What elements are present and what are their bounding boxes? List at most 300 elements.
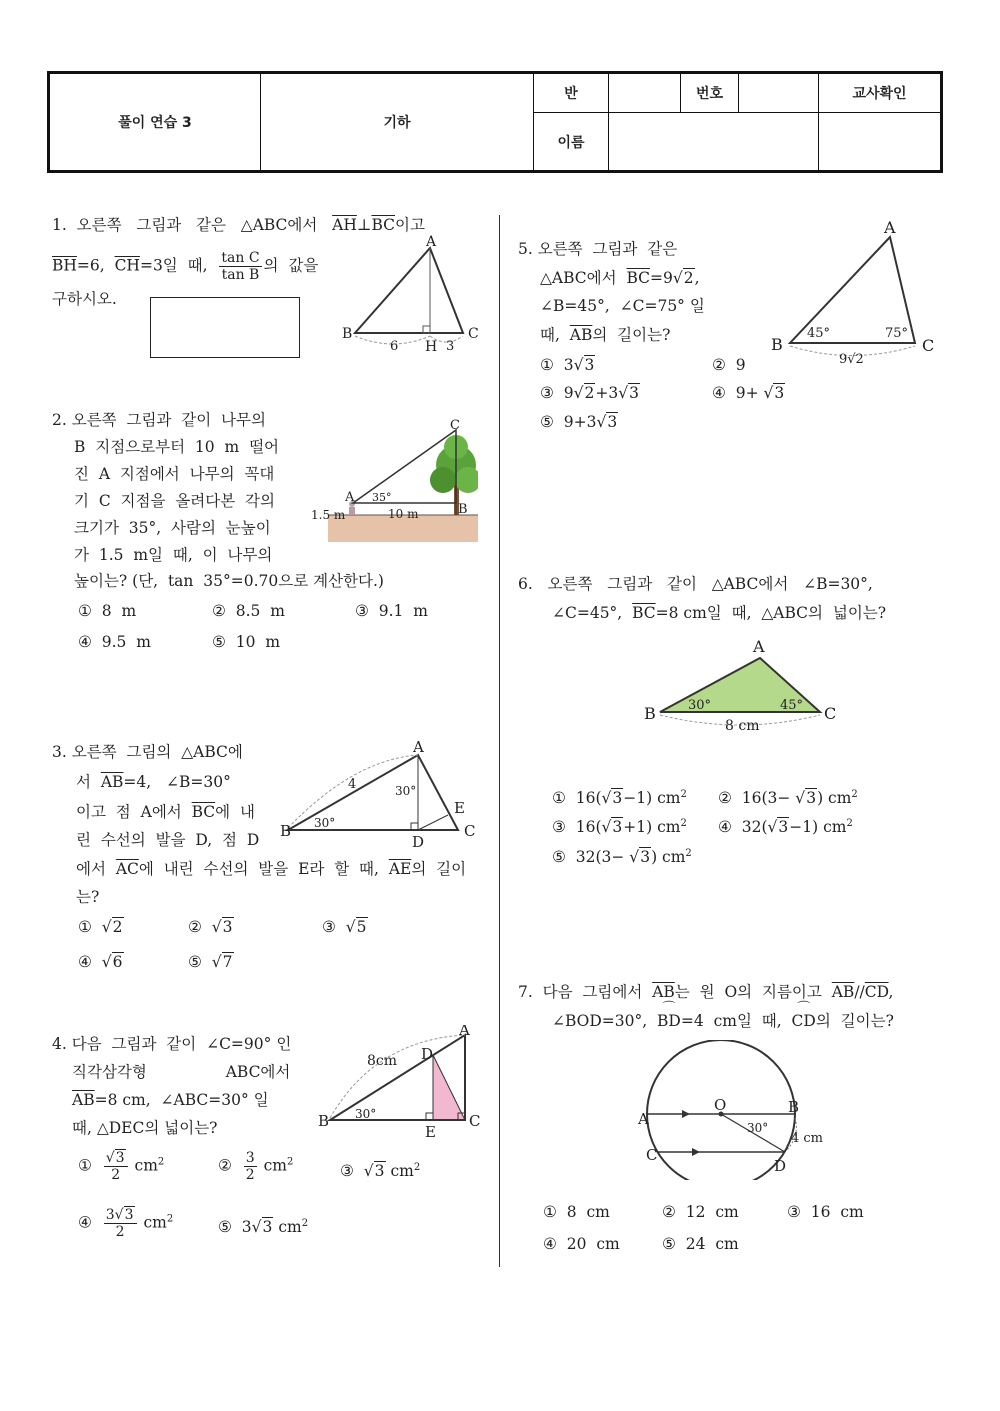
text-run: =6, xyxy=(76,256,115,275)
text-run: cm xyxy=(129,1156,158,1175)
triangle-diagram xyxy=(278,740,483,855)
text-run: =9 xyxy=(650,269,673,287)
text-run: cm xyxy=(138,1213,167,1232)
text-run: ② 12 cm xyxy=(662,1203,739,1221)
text-run: ② 9 xyxy=(712,356,746,374)
worksheet-title: 풀이 연습 3 xyxy=(49,73,261,172)
radicand: 3 xyxy=(640,848,651,867)
text-run: 2 xyxy=(111,1167,121,1183)
choice-1[interactable] xyxy=(78,1150,164,1183)
name-field[interactable] xyxy=(609,113,819,172)
radicand: 3 xyxy=(222,918,233,936)
answer-box[interactable] xyxy=(150,297,300,358)
label-distance: 10 m xyxy=(388,507,419,521)
radical-sign: √ xyxy=(795,789,806,808)
radicand: 2 xyxy=(584,384,595,402)
label-c: C xyxy=(469,1112,481,1130)
radicand: 3 xyxy=(806,789,817,808)
radical-sign: √ xyxy=(211,953,222,971)
choice-3[interactable] xyxy=(355,601,428,621)
radical-sign: √ xyxy=(767,818,778,837)
text-run: ② 16(3− xyxy=(718,789,796,808)
segment-label: $\overline{AB}$ xyxy=(569,326,593,344)
segment-label: $\overline{CD}$ xyxy=(864,983,889,1001)
label-b: B xyxy=(771,335,783,354)
radical-sign: √ xyxy=(114,1207,124,1223)
square-root xyxy=(673,268,695,288)
text-run: 7. 다음 그림에서 xyxy=(518,983,653,1001)
question-text-line xyxy=(540,325,670,345)
square-root xyxy=(596,412,618,432)
text-run: 2 xyxy=(245,1167,255,1183)
square-root xyxy=(602,817,624,837)
segment-label: $\overline{AB}$ xyxy=(652,983,675,1001)
text-run: 기 C 지점을 올려다본 각의 xyxy=(74,492,276,510)
question-text-line xyxy=(74,491,275,511)
square-root xyxy=(795,788,817,808)
text-run: 이고 xyxy=(395,216,425,234)
question-text-line xyxy=(76,859,466,879)
text-run: cm xyxy=(258,1156,287,1175)
text-run: 3 xyxy=(245,1150,255,1166)
segment-label: $\overline{AB}$ xyxy=(72,1091,95,1109)
label-c: C xyxy=(468,326,479,342)
text-run: ⊥ xyxy=(356,216,372,234)
label-a: A xyxy=(753,637,765,656)
label-bh: 6 xyxy=(390,339,399,354)
text-run: ) cm xyxy=(817,789,852,808)
text-run: △ABC에서 xyxy=(540,269,627,287)
label-angle-a: 30° xyxy=(395,784,417,798)
radicand: 3 xyxy=(607,413,618,431)
label-bc: 9√2 xyxy=(839,352,864,365)
label-h: H xyxy=(425,339,438,355)
choice-2[interactable] xyxy=(718,785,858,808)
label-angle-c: 45° xyxy=(780,698,804,713)
question-text-line xyxy=(52,1034,291,1054)
choice-3[interactable] xyxy=(340,1158,420,1181)
triangle-diagram xyxy=(338,230,488,355)
label-b: B xyxy=(318,1112,330,1130)
choice-3[interactable] xyxy=(322,917,368,937)
segment-label: $\overline{AH}$ xyxy=(332,216,357,234)
choice-5[interactable] xyxy=(552,844,692,867)
superscript: 2 xyxy=(301,1218,309,1229)
choice-5[interactable] xyxy=(540,412,618,432)
text-run: −1) cm xyxy=(623,789,681,808)
class-field[interactable] xyxy=(609,73,681,113)
text-run: ④ xyxy=(78,953,102,971)
text-run: 3. 오른쪽 그림의 △ABC에 xyxy=(52,743,243,761)
radicand: 7 xyxy=(222,953,233,971)
radicand: 3 xyxy=(612,818,623,837)
radicand: 3 xyxy=(374,1162,385,1181)
radicand: 3 xyxy=(774,384,785,402)
label-e: E xyxy=(454,799,465,817)
text-run: =8 cm일 때, △ABC의 넓이는? xyxy=(655,604,887,622)
text-run: ⑤ 24 cm xyxy=(662,1235,739,1253)
circle-diagram xyxy=(630,1040,830,1180)
text-run: 6. 오른쪽 그림과 같이 △ABC에서 ∠B=30°, xyxy=(518,575,873,593)
label-d: D xyxy=(774,1157,787,1175)
label-c: C xyxy=(646,1146,658,1164)
numerator xyxy=(244,1150,257,1167)
square-root xyxy=(574,383,596,403)
text-run: ④ 20 cm xyxy=(543,1235,620,1253)
choice-2[interactable] xyxy=(188,917,234,937)
question-text-line xyxy=(74,518,271,538)
numerator xyxy=(104,1207,137,1224)
text-run: ① 16( xyxy=(552,789,602,808)
text-run: ② 8.5 m xyxy=(212,602,285,620)
text-run: 진 A 지점에서 나무의 꼭대 xyxy=(74,465,275,483)
question-text-line xyxy=(76,887,99,907)
choice-3[interactable] xyxy=(552,814,687,837)
radical-sign: √ xyxy=(345,918,356,936)
triangle-diagram xyxy=(765,215,945,365)
label-ab: 8cm xyxy=(367,1053,398,1069)
label-a: A xyxy=(345,490,355,505)
column-divider xyxy=(499,215,500,1267)
square-root xyxy=(102,917,124,937)
question-text-line xyxy=(74,437,279,457)
text-run: ⑤ 3 xyxy=(218,1218,252,1237)
radicand: 3 xyxy=(124,1207,134,1223)
label-o: O xyxy=(714,1096,727,1114)
text-run: tan B xyxy=(221,267,260,283)
label-angle: 35° xyxy=(372,491,392,504)
number-field[interactable] xyxy=(739,73,819,113)
radical-sign: √ xyxy=(251,1218,262,1237)
square-root xyxy=(574,355,596,375)
square-root xyxy=(115,1207,135,1223)
text-run: 에 내 xyxy=(215,803,255,821)
segment-label: $\overline{AE}$ xyxy=(388,860,412,878)
question-text-line xyxy=(74,464,274,484)
text-run: 린 수선의 발을 D, 점 D xyxy=(76,831,260,849)
superscript: 2 xyxy=(685,848,692,859)
square-root xyxy=(106,1150,126,1166)
label-angle-b: 30° xyxy=(355,1107,377,1121)
text-run: 4. 다음 그림과 같이 ∠C=90° 인 xyxy=(52,1035,292,1053)
square-root xyxy=(629,847,651,867)
radicand: 3 xyxy=(629,384,640,402)
text-run: 의 길이 xyxy=(411,860,467,878)
question-text-line xyxy=(518,982,893,1002)
radical-sign: √ xyxy=(211,918,222,936)
text-run: 3 xyxy=(105,1207,115,1223)
text-run: 의 값을 xyxy=(263,256,319,275)
segment-label: $\overline{CH}$ xyxy=(114,256,140,275)
tree-diagram xyxy=(308,415,478,545)
text-run: 직각삼각형 ABC에서 xyxy=(72,1063,291,1081)
text-run: ∠B=45°, ∠C=75° 일 xyxy=(540,297,705,315)
radical-sign: √ xyxy=(101,918,112,936)
choice-4[interactable] xyxy=(718,814,853,837)
radical-sign: √ xyxy=(629,848,640,867)
question-text-line xyxy=(540,268,700,288)
text-run: 서 xyxy=(76,773,101,791)
choice-4[interactable] xyxy=(712,383,785,403)
denominator xyxy=(104,1167,128,1183)
label-b: B xyxy=(342,326,353,342)
right-triangle-diagram xyxy=(315,1025,485,1145)
denominator xyxy=(244,1167,257,1183)
segment-label: $\overline{BC}$ xyxy=(371,216,395,234)
question-text-line xyxy=(552,603,886,623)
radicand: 3 xyxy=(115,1150,125,1166)
question-text-line xyxy=(540,296,705,316)
label-c: C xyxy=(450,418,460,433)
text-run: , xyxy=(888,983,894,1001)
text-run: =4 cm일 때, xyxy=(680,1012,792,1030)
text-run: 때, △DEC의 넓이는? xyxy=(72,1119,218,1137)
text-run: 에서 xyxy=(76,860,116,878)
question-text-line xyxy=(76,772,231,792)
radical-sign: √ xyxy=(601,789,612,808)
segment-label: $\overline{BC}$ xyxy=(632,604,656,622)
text-run: ④ 9+ xyxy=(712,384,764,402)
question-text-line xyxy=(72,1090,269,1110)
label-a: A xyxy=(884,218,896,237)
segment-label: $\overline{BH}$ xyxy=(52,256,77,275)
numerator xyxy=(104,1150,128,1167)
text-run: 이고 점 A에서 xyxy=(76,803,192,821)
choice-4[interactable] xyxy=(78,952,124,972)
choice-3[interactable] xyxy=(787,1202,864,1222)
radicand: 3 xyxy=(262,1218,273,1237)
question-text-line xyxy=(76,830,259,850)
label-arc: 4 cm xyxy=(791,1131,824,1146)
label-a: A xyxy=(638,1110,649,1128)
text-run: cm xyxy=(273,1218,302,1237)
teacher-check-label: 교사확인 xyxy=(819,73,942,113)
radical-sign: √ xyxy=(573,356,584,374)
question-text-line xyxy=(76,802,255,822)
choice-5[interactable] xyxy=(212,632,280,652)
superscript: 2 xyxy=(680,818,687,829)
text-run: ③ 9.1 m xyxy=(355,602,428,620)
superscript: 2 xyxy=(851,789,858,800)
superscript: 2 xyxy=(846,818,853,829)
choice-2[interactable] xyxy=(712,355,746,375)
question-text-line xyxy=(552,1011,894,1031)
text-run: 때, xyxy=(540,326,570,344)
text-run: // xyxy=(854,983,865,1001)
choice-3[interactable] xyxy=(540,383,640,403)
label-angle-b: 30° xyxy=(314,816,336,830)
subject-label: 기하 xyxy=(261,73,534,172)
superscript: 2 xyxy=(680,789,687,800)
square-root xyxy=(768,817,790,837)
text-run: ③ xyxy=(340,1162,364,1181)
label-angle: 30° xyxy=(747,1121,769,1135)
text-run: =8 cm, ∠ABC=30° 일 xyxy=(94,1091,269,1109)
text-run: 높이는? (단, tan 35°=0.70으로 계산한다.) xyxy=(74,572,384,590)
arc-label: ⌒ CD xyxy=(792,1011,816,1031)
choice-1[interactable] xyxy=(78,917,124,937)
superscript: 2 xyxy=(166,1213,174,1225)
choice-1[interactable] xyxy=(540,355,595,375)
text-run: ③ 16( xyxy=(552,818,602,837)
choice-2[interactable] xyxy=(212,601,285,621)
radicand: 3 xyxy=(778,818,789,837)
text-run: ③ 9 xyxy=(540,384,574,402)
label-b: B xyxy=(280,822,292,840)
text-run: 는? xyxy=(76,888,100,906)
triangle-diagram xyxy=(640,630,850,740)
superscript: 2 xyxy=(286,1156,294,1168)
choice-5[interactable] xyxy=(662,1234,739,1254)
text-run: ① 8 cm xyxy=(543,1203,610,1221)
text-run: cm xyxy=(385,1162,414,1181)
radical-sign: √ xyxy=(618,384,629,402)
text-run: 에 내린 수선의 발을 E라 할 때, xyxy=(138,860,389,878)
segment-label: $\overline{AB}$ xyxy=(831,983,855,1001)
arc-label: ⌒ BD xyxy=(657,1011,681,1031)
radicand: 3 xyxy=(612,789,623,808)
choice-4[interactable] xyxy=(78,1207,173,1240)
text-run: 크기가 35°, 사람의 눈높이 xyxy=(74,519,271,537)
text-run: ∠C=45°, xyxy=(552,604,633,622)
label-c: C xyxy=(464,822,476,840)
radical-sign: √ xyxy=(573,384,584,402)
numerator xyxy=(219,250,261,267)
radicand: 5 xyxy=(356,918,367,936)
text-run: 의 길이는? xyxy=(815,1012,894,1030)
segment-label: $\overline{AC}$ xyxy=(115,860,139,878)
label-d: D xyxy=(421,1045,434,1063)
label-c: C xyxy=(824,704,837,723)
radical-sign: √ xyxy=(105,1150,115,1166)
label-e: E xyxy=(425,1123,436,1141)
text-run: ① xyxy=(78,1156,102,1175)
choice-4[interactable] xyxy=(543,1234,620,1254)
square-root xyxy=(252,1217,274,1237)
label-eye-height: 1.5 m xyxy=(311,508,346,522)
square-root xyxy=(212,917,234,937)
text-run: 구하시오. xyxy=(52,290,117,308)
text-run: ) cm xyxy=(651,848,686,867)
choice-2[interactable] xyxy=(218,1150,293,1183)
label-c: C xyxy=(922,336,935,355)
question-text-line xyxy=(74,571,384,591)
radical-sign: √ xyxy=(763,384,774,402)
radicand: 6 xyxy=(112,953,123,971)
choice-1[interactable] xyxy=(552,785,687,808)
label-b: B xyxy=(458,502,468,517)
text-run: 2. 오른쪽 그림과 같이 나무의 xyxy=(52,411,266,429)
number-label: 번호 xyxy=(681,73,739,113)
choice-5[interactable] xyxy=(218,1214,308,1237)
square-root xyxy=(102,952,124,972)
text-run: 5. 오른쪽 그림과 같은 xyxy=(518,240,678,258)
text-run: 가 1.5 m일 때, 이 나무의 xyxy=(74,546,273,564)
text-run: 2 xyxy=(115,1224,125,1240)
square-root xyxy=(602,788,624,808)
text-run: 1. 오른쪽 그림과 같은 △ABC에서 xyxy=(52,216,333,234)
question-text-line xyxy=(52,742,243,762)
text-run: ∠BOD=30°, xyxy=(552,1012,658,1030)
fraction xyxy=(219,250,261,283)
text-run: ① xyxy=(78,918,102,936)
square-root xyxy=(212,952,234,972)
teacher-check-field[interactable] xyxy=(819,113,942,172)
label-a: A xyxy=(426,234,437,250)
text-run: ③ xyxy=(322,918,346,936)
radicand: 2 xyxy=(112,918,123,936)
superscript: 2 xyxy=(413,1162,421,1173)
question-text-line xyxy=(52,410,266,430)
label-angle-b: 45° xyxy=(807,326,831,341)
question-text-line xyxy=(52,289,117,309)
square-root xyxy=(364,1161,386,1181)
text-run: =3일 때, xyxy=(139,256,218,275)
text-run: ④ 9.5 m xyxy=(78,633,151,651)
text-run: tan C xyxy=(221,250,260,266)
radical-sign: √ xyxy=(596,413,607,431)
text-run: ⑤ 9+3 xyxy=(540,413,597,431)
text-run: ④ xyxy=(78,1213,102,1232)
name-label: 이름 xyxy=(534,113,609,172)
text-run: ⑤ 10 m xyxy=(212,633,281,651)
text-run: +1) cm xyxy=(623,818,681,837)
question-text-line xyxy=(72,1118,217,1138)
label-bc: 8 cm xyxy=(725,718,760,734)
label-ch: 3 xyxy=(446,339,455,354)
text-run: −1) cm xyxy=(789,818,847,837)
choice-1[interactable] xyxy=(78,601,136,621)
fraction xyxy=(104,1207,137,1240)
radical-sign: √ xyxy=(672,269,683,287)
text-run: , xyxy=(694,269,700,287)
radical-sign: √ xyxy=(101,953,112,971)
text-run: ③ 16 cm xyxy=(787,1203,864,1221)
square-root xyxy=(764,383,786,403)
radical-sign: √ xyxy=(363,1162,374,1181)
fraction xyxy=(244,1150,257,1183)
label-a: A xyxy=(459,1025,470,1039)
segment-label: $\overline{AB}$ xyxy=(100,773,124,791)
denominator xyxy=(104,1224,137,1240)
segment-label: $\overline{BC}$ xyxy=(191,803,216,821)
class-label: 반 xyxy=(534,73,609,113)
radicand: 2 xyxy=(683,269,694,287)
text-run: ① 8 m xyxy=(78,602,137,620)
superscript: 2 xyxy=(157,1156,165,1168)
text-run: +3 xyxy=(595,384,619,402)
choice-4[interactable] xyxy=(78,632,151,652)
text-run: B 지점으로부터 10 m 떨어 xyxy=(74,438,280,456)
label-d: D xyxy=(412,833,425,851)
fraction xyxy=(104,1150,128,1183)
question-text-line xyxy=(74,545,272,565)
square-root xyxy=(618,383,640,403)
text-run: ② xyxy=(188,918,212,936)
text-run: 의 길이는? xyxy=(592,326,671,344)
label-angle-b: 30° xyxy=(688,698,712,713)
radical-sign: √ xyxy=(601,818,612,837)
text-run: ④ 32( xyxy=(718,818,768,837)
label-angle-c: 75° xyxy=(885,326,909,341)
text-run: ① 3 xyxy=(540,356,574,374)
choice-1[interactable] xyxy=(543,1202,610,1222)
question-text-line xyxy=(72,1062,290,1082)
segment-label: $\overline{BC}$ xyxy=(626,269,650,287)
choice-2[interactable] xyxy=(662,1202,739,1222)
radicand: 3 xyxy=(584,356,595,374)
choice-5[interactable] xyxy=(188,952,234,972)
